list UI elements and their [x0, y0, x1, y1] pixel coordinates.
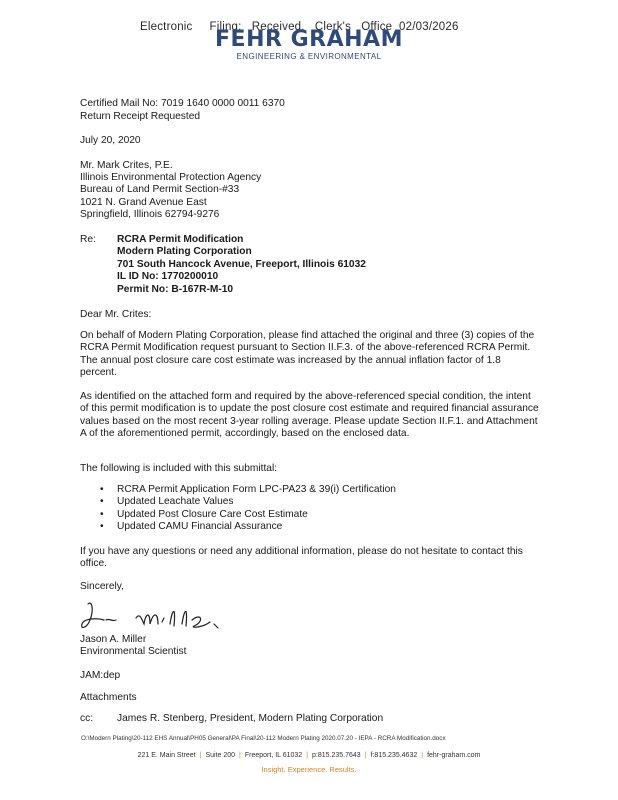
list-item: • Updated CAMU Financial Assurance [100, 521, 396, 533]
certified-mail-number: Certified Mail No: 7019 1640 0000 0011 6370 [80, 98, 285, 109]
signer-name: Jason A. Miller [80, 634, 147, 645]
separator: | [306, 752, 309, 759]
list-item: • Updated Leachate Values [100, 496, 396, 508]
signature-image [78, 600, 228, 638]
typist-initials: JAM:dep [80, 670, 121, 681]
recipient-bureau: Bureau of Land Permit Section-#33 [80, 184, 240, 195]
re-line-2: Modern Plating Corporation [117, 246, 252, 257]
separator: | [421, 752, 424, 759]
letter-date: July 20, 2020 [80, 135, 141, 146]
list-item: • RCRA Permit Application Form LPC-PA23 & 39(i) Certification [100, 484, 396, 496]
re-line-3: 701 South Hancock Avenue, Freeport, Illinois 61032 [117, 259, 366, 270]
attachments-label: Attachments [80, 692, 137, 703]
footer-suite: Suite 200 [205, 752, 236, 759]
footer-phone: p:815.235.7643 [312, 752, 361, 759]
footer-address [0, 752, 618, 759]
document-file-path: O:\Modern Plating\20-112 EHS Annual\PH05 General\PA Final\20-112 Modern Plating 2020.07.20 - IEPA - RCRA Modification.docx [81, 735, 446, 742]
footer-street: 221 E. Main Street [137, 752, 196, 759]
footer-city: Freeport, IL 61032 [244, 752, 303, 759]
included-items-list [100, 484, 396, 533]
separator: | [364, 752, 367, 759]
closing-paragraph: If you have any questions or need any additional information, please do not hesitate to contact this office. [80, 546, 523, 570]
paragraph-1: On behalf of Modern Plating Corporation, please find attached the original and three (3) copies of the RCRA Permit Modification request pursuant to Section II.F.3. of the above-referenced RCRA Permit. The annual post closure care cost estimate was increased by the annual inflation factor of 1.8 percent. [80, 330, 535, 379]
sign-off: Sincerely, [80, 581, 124, 592]
re-line-5: Permit No: B-167R-M-10 [117, 284, 234, 295]
list-item: • Updated Post Closure Care Cost Estimate [100, 509, 396, 521]
re-line-1: RCRA Permit Modification [117, 234, 244, 245]
re-label: Re: [80, 234, 96, 245]
included-intro: The following is included with this submittal: [80, 463, 278, 474]
recipient-street: 1021 N. Grand Avenue East [80, 197, 207, 208]
signer-title: Environmental Scientist [80, 646, 187, 657]
footer-website: fehr-graham.com [427, 752, 481, 759]
cc-label: cc: [80, 713, 94, 724]
cc-recipient: James R. Stenberg, President, Modern Plating Corporation [117, 713, 384, 724]
recipient-city: Springfield, Illinois 62794-9276 [80, 209, 220, 220]
recipient-name: Mr. Mark Crites, P.E. [80, 160, 173, 171]
re-line-4: IL ID No: 1770200010 [117, 271, 219, 282]
company-logo-subtitle: ENGINEERING & ENVIRONMENTAL [236, 52, 382, 61]
footer-fax: f:815.235.4632 [370, 752, 418, 759]
filing-stamp: Electronic Filing: Received, Clerk's Office 02/03/2026 [140, 21, 459, 33]
separator: | [239, 752, 241, 759]
recipient-agency: Illinois Environmental Protection Agency [80, 172, 262, 183]
salutation: Dear Mr. Crites: [80, 309, 152, 320]
separator: | [199, 752, 202, 759]
footer-tagline: Insight. Experience. Results. [261, 765, 357, 774]
return-receipt-note: Return Receipt Requested [80, 111, 201, 122]
company-logo: FEHR GRAHAM [215, 27, 403, 52]
paragraph-2: As identified on the attached form and required by the above-referenced special condition, the intent of this permit modification is to update the post closure cost estimate and required financial assurance values based on the most recent 3-year rolling average. Please update Section II.F.1. and Attachment A of the aforementioned permit, accordingly, based on the enclosed data. [80, 391, 539, 440]
